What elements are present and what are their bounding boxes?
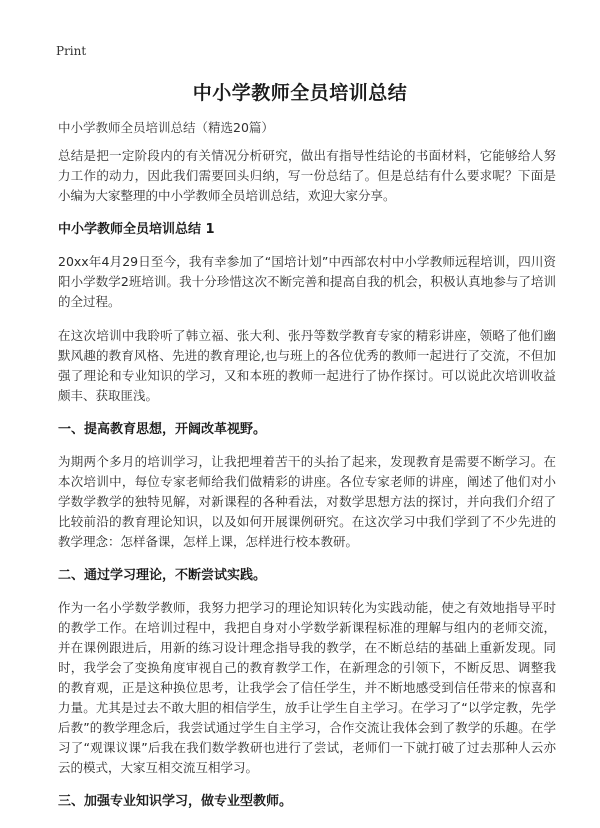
document-body xyxy=(58,118,556,824)
section-heading: 中小学教师全员培训总结 1 xyxy=(58,222,215,237)
body-paragraph-2: 在这次培训中我聆听了韩立福、张大利、张丹等数学教育专家的精彩讲座，领略了他们幽默风趣的教育风格、先进的教育理论,也与班上的各位优秀的教师一起进行了交流，不但加强了理论和专业知识的学习，又和本班的教师一起进行了协作探讨。可以说此次培训收益颇丰、获取匪浅。 xyxy=(58,328,556,403)
body-paragraph-1: 20xx年4月29日至今，我有幸参加了“国培计划”中西部农村中小学教师远程培训，四川资阳小学数学2班培训。我十分珍惜这次不断完善和提高自我的机会，积极认真地参与了培训的全过程。 xyxy=(58,254,556,309)
subheading-2: 二、通过学习理论，不断尝试实践。 xyxy=(58,568,267,583)
print-link[interactable]: Print xyxy=(56,44,87,58)
subheading-1: 一、提高教育思想，开阔改革视野。 xyxy=(58,422,267,437)
intro-paragraph: 总结是把一定阶段内的有关情况分析研究，做出有指导性结论的书面材料，它能够给人努力工作的动力，因此我们需要回头归纳，写一份总结了。但是总结有什么要求呢？下面是小编为大家整理的中小学教师全员培训总结，欢迎大家分享。 xyxy=(58,148,556,203)
document-subtitle: 中小学教师全员培训总结（精选20篇） xyxy=(58,120,274,135)
subheading-3: 三、加强专业知识学习，做专业型教师。 xyxy=(58,794,293,809)
page-title: 中小学教师全员培训总结 xyxy=(192,82,408,104)
subheading-1-paragraph: 为期两个多月的培训学习，让我把埋着苦干的头抬了起来，发现教育是需要不断学习。在本次培训中，每位专家老师给我们做精彩的讲座。各位专家老师的讲座，阐述了他们对小学数学教学的独特见解，对新课程的各种看法，对数学思想方法的探讨，并向我们介绍了比较前沿的教育理论知识，以及如何开展课例研究。在这次学习中我们学到了不少先进的教学理念：怎样备课，怎样上课，怎样进行校本教研。 xyxy=(58,454,556,549)
subheading-2-paragraph: 作为一名小学数学教师，我努力把学习的理论知识转化为实践动能，使之有效地指导平时的教学工作。在培训过程中，我把自身对小学数学新课程标准的理解与组内的老师交流，并在课例跟进后，用新的练习设计理念指导我的教学，在不断总结的基础上重新发现。同时，我学会了变换角度审视自己的教育教学工作，在新理念的引领下，不断反思、调整我的教育观，正是这种换位思考，让我学会了信任学生，并不断地感受到信任带来的惊喜和力量。尤其是过去不敢大胆的相信学生，放手让学生自主学习。在学习了“以学定教，先学后教”的教学理念后，我尝试通过学生自主学习，合作交流让我体会到了教学的乐趣。在学习了“观课议课”后我在我们数学教研也进行了尝试，老师们一下就打破了过去那种人云亦云的模式，大家互相交流互相学习。 xyxy=(58,600,556,775)
